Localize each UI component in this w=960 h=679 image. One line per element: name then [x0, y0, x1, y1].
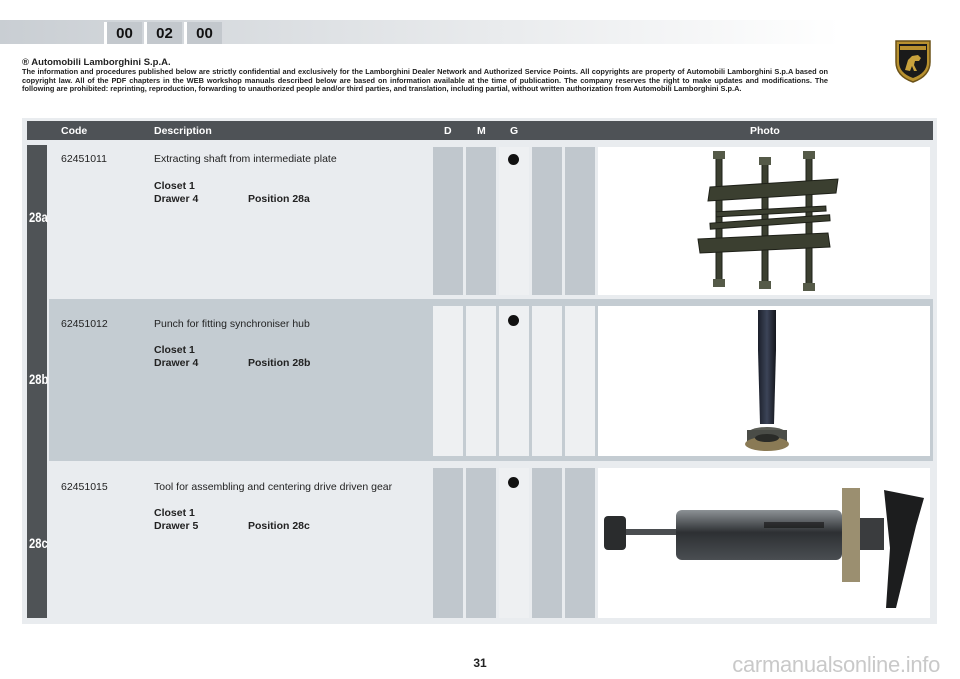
section-code-2: 02	[144, 22, 182, 44]
tool-closet: Closet 1	[154, 180, 195, 192]
column-g-cell	[499, 147, 529, 295]
tool-photo	[598, 306, 930, 456]
legal-notice	[22, 57, 828, 94]
tool-description: Tool for assembling and centering drive driven gear	[154, 481, 393, 493]
column-m-cell	[466, 147, 496, 295]
section-code-1: 00	[104, 22, 142, 44]
centering-tool-icon	[598, 468, 930, 618]
availability-dot	[508, 315, 519, 326]
punch-tool-icon	[598, 306, 930, 456]
column-g-cell	[499, 306, 529, 456]
tool-code: 62451011	[61, 153, 107, 165]
row-label-28c: 28c	[29, 535, 48, 551]
header-d: D	[444, 125, 452, 137]
section-code-3: 00	[184, 22, 222, 44]
tool-code: 62451012	[61, 318, 108, 330]
column-g-cell	[499, 468, 529, 618]
watermark: carmanualsonline.info	[732, 652, 940, 677]
column-d-cell	[433, 468, 463, 618]
tool-description: Extracting shaft from intermediate plate	[154, 153, 337, 165]
tool-closet: Closet 1	[154, 507, 195, 519]
tool-drawer: Drawer 4	[154, 357, 199, 369]
column-extra-cell	[565, 306, 595, 456]
header-photo: Photo	[750, 125, 780, 137]
legal-body: The information and procedures published below are strictly confidential and exclusively for the Lamborghini Dealer Network and Authorized Service Points. All copyrights are property of Automobili Lamborghini S.p.A based on copyright law. All of the PDF chapters in the WEB workshop manuals described below are based on information available at the time of publication. The company reserves the right to make updates and modifications. The following are prohibited: reprinting, reproduction, forwarding to unauthorized people and/or third parties, and translation, including partial, without written authorization from Automobili Lamborghini S.p.A.	[22, 67, 828, 94]
column-m-cell	[466, 468, 496, 618]
availability-dot	[508, 154, 519, 165]
tool-position: Position 28b	[248, 357, 311, 369]
column-m-cell	[466, 306, 496, 456]
header-g: G	[510, 125, 519, 137]
header-m: M	[477, 125, 486, 137]
column-extra-cell	[532, 147, 562, 295]
tool-position: Position 28a	[248, 193, 310, 205]
row-label-28a: 28a	[29, 209, 48, 225]
tool-photo	[598, 147, 930, 295]
tool-position: Position 28c	[248, 520, 310, 532]
header-description: Description	[154, 125, 212, 137]
tool-code: 62451015	[61, 481, 108, 493]
column-d-cell	[433, 306, 463, 456]
column-extra-cell	[532, 306, 562, 456]
table-header	[27, 121, 933, 140]
tool-photo	[598, 468, 930, 618]
row-label-28b: 28b	[29, 371, 49, 387]
tool-description: Punch for fitting synchroniser hub	[154, 318, 310, 330]
puller-tool-icon	[598, 147, 930, 295]
tool-closet: Closet 1	[154, 344, 195, 356]
availability-dot	[508, 477, 519, 488]
column-extra-cell	[532, 468, 562, 618]
header-code: Code	[61, 125, 88, 137]
column-d-cell	[433, 147, 463, 295]
column-extra-cell	[565, 468, 595, 618]
column-extra-cell	[565, 147, 595, 295]
lamborghini-logo	[893, 38, 933, 84]
tool-drawer: Drawer 5	[154, 520, 199, 532]
legal-title: ® Automobili Lamborghini S.p.A.	[22, 57, 171, 68]
page-number: 31	[473, 656, 487, 670]
tool-drawer: Drawer 4	[154, 193, 199, 205]
